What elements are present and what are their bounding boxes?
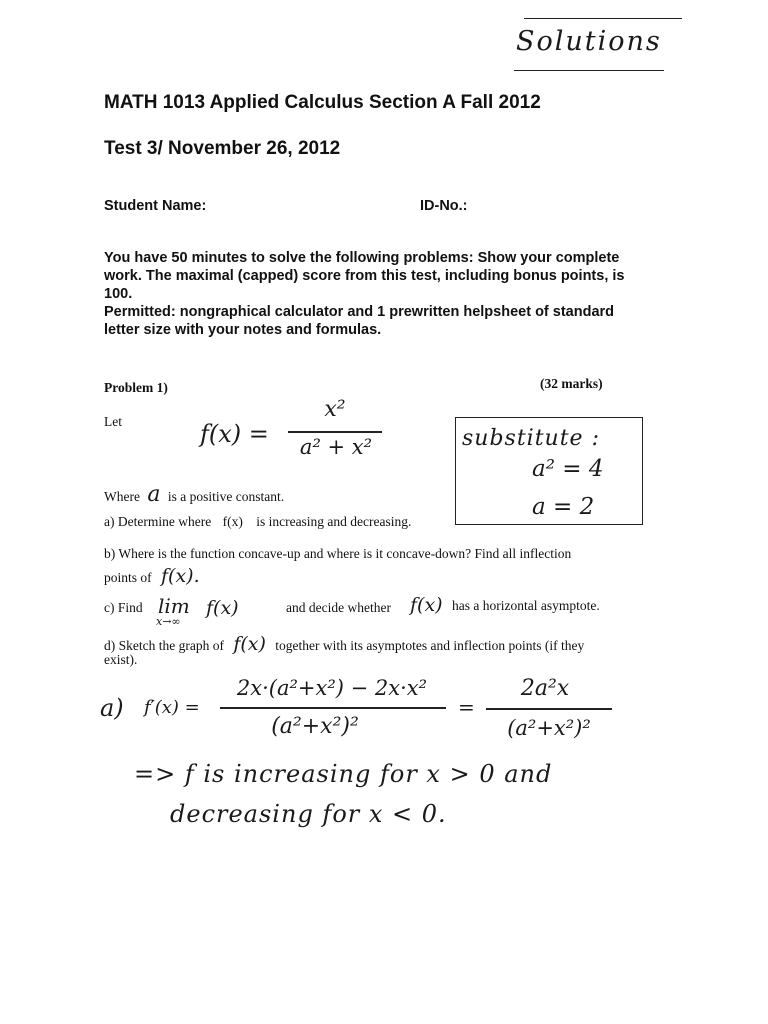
solutions-bottom-rule	[514, 70, 664, 71]
solution-conclusion-line2: decreasing for x < 0.	[170, 800, 447, 828]
part-a-fx: f(x)	[222, 514, 243, 529]
part-b-line1: b) Where is the function concave-up and where is it concave-down? Find all inflection	[104, 546, 572, 561]
solutions-top-rule	[524, 18, 682, 19]
substitute-a-value: a = 2	[532, 494, 595, 520]
solution-equals: =	[458, 695, 475, 719]
part-c-fx: f(x)	[206, 597, 239, 619]
fx-numerator: x²	[324, 397, 346, 422]
part-a-pre: a) Determine where	[104, 514, 212, 529]
part-c-mid: and decide whether	[286, 600, 391, 615]
where-pre: Where	[104, 489, 140, 504]
fx-fraction-bar	[288, 431, 382, 433]
substitute-a-squared: a² = 4	[532, 456, 604, 482]
course-title: MATH 1013 Applied Calculus Section A Fall 2012	[104, 92, 541, 113]
substitute-label: substitute :	[462, 426, 600, 451]
part-c-post: has a horizontal asymptote.	[452, 598, 600, 613]
instructions-text: You have 50 minutes to solve the following problems: Show your complete work. The maximal (capped) score from this test, including bonus points, is 100.	[104, 250, 625, 302]
part-c-lim: lim	[158, 594, 190, 618]
solution-conclusion-line1: => f is increasing for x > 0 and	[134, 760, 553, 788]
part-d-post: together with its asymptotes and inflection points (if they	[275, 638, 585, 653]
fx-denominator: a² + x²	[299, 435, 373, 459]
derivative-denominator: (a²+x²)²	[271, 714, 359, 739]
where-post: is a positive constant.	[167, 489, 285, 504]
where-text	[104, 482, 284, 507]
test-title: Test 3/ November 26, 2012	[104, 138, 341, 159]
part-a-question	[104, 514, 411, 530]
permitted-text: Permitted: nongraphical calculator and 1 prewritten helpsheet of standard letter size with your notes and formulas.	[104, 304, 615, 338]
solution-part-a-label: a)	[100, 694, 124, 722]
fx-lhs: f(x) =	[200, 420, 269, 448]
simplified-denominator: (a²+x²)²	[507, 716, 591, 740]
part-b-fx: f(x).	[161, 565, 200, 587]
id-no-label: ID-No.:	[420, 198, 468, 214]
part-c-fx2: f(x)	[410, 594, 443, 616]
derivative-numerator: 2x·(a²+x²) − 2x·x²	[236, 676, 428, 700]
where-var: a	[147, 482, 161, 507]
part-d-fx: f(x)	[233, 633, 266, 655]
simplified-fraction-bar	[486, 708, 612, 710]
part-b-pre: points of	[104, 570, 152, 585]
part-d-line2: exist).	[104, 652, 138, 667]
part-d-line1	[104, 633, 584, 655]
part-a-post: is increasing and decreasing.	[256, 514, 412, 529]
part-c-lim-sub: x→∞	[156, 615, 181, 628]
part-c-pre: c) Find	[104, 600, 143, 615]
solution-fprime: f′(x) =	[144, 697, 200, 718]
student-name-label: Student Name:	[104, 198, 207, 214]
problem-marks: (32 marks)	[540, 376, 603, 391]
problem-title: Problem 1)	[104, 380, 168, 395]
derivative-fraction-bar	[220, 707, 446, 709]
part-d-pre: d) Sketch the graph of	[104, 638, 224, 653]
solutions-label: Solutions	[516, 26, 662, 57]
part-b-line2	[104, 565, 200, 587]
let-label: Let	[104, 414, 122, 429]
simplified-numerator: 2a²x	[520, 676, 570, 701]
